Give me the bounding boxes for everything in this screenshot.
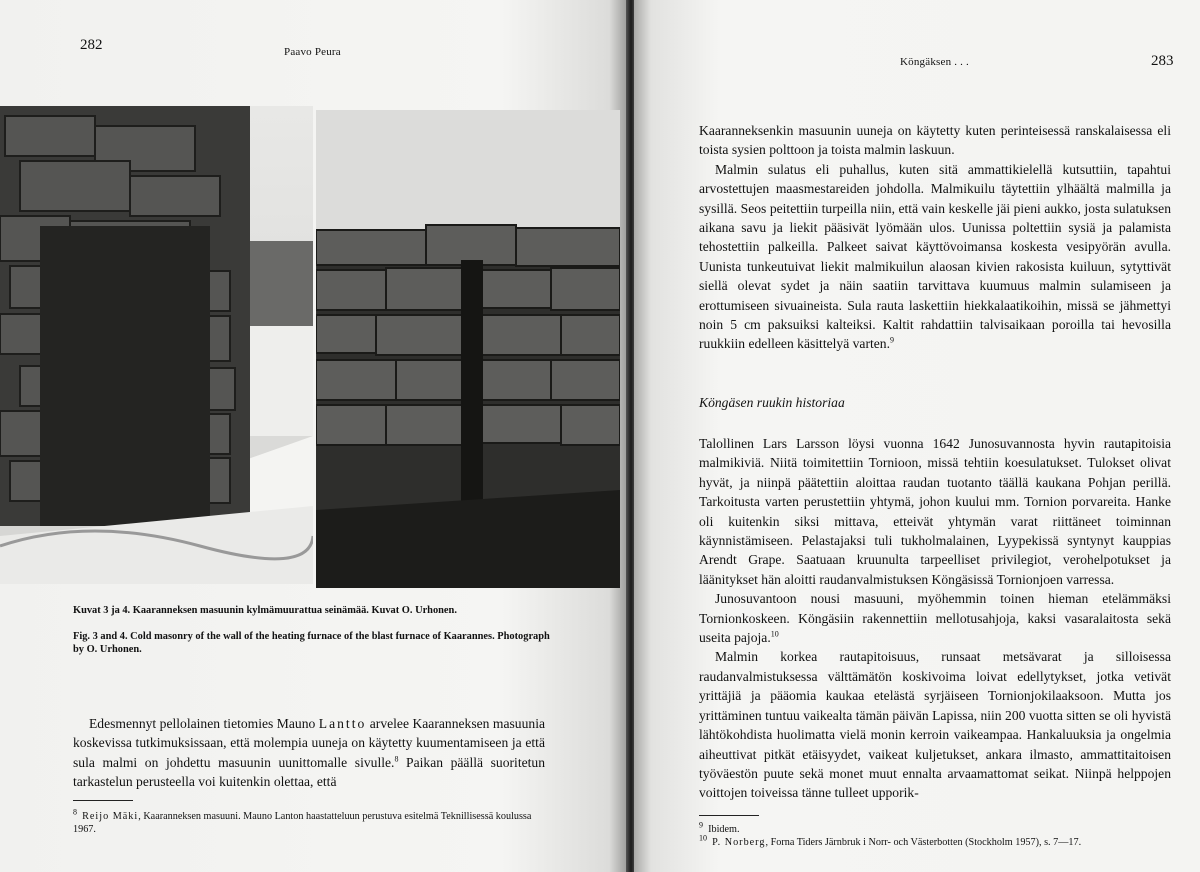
left-body-text bbox=[73, 714, 545, 792]
caption-finnish: Kuvat 3 ja 4. Kaaranneksen masuunin kylmämuurattua seinämää. Kuvat O. Urhonen. bbox=[73, 605, 457, 616]
footnote-rule-right bbox=[699, 815, 759, 816]
footnote-rule bbox=[73, 800, 133, 801]
paragraph-3: Talollinen Lars Larsson löysi vuonna 1642 Junosuvannosta hyvin rautapitoisia malmikiviä. Niitä toimitettiin Tornioon, missä tehtiin koesulatukset. Tulokset olivat hyvät, ja niinpä päätettiin aloittaa raudan tuotanto täällä kaukana Pohjan perillä. Tarkoitusta varten perustettiin yhtymä, johon kuului mm. Tornion porvareita. Hanke oli kuitenkin siksi mittava, etteivät yhtymän varat riittäneet toiminnan käynnistämiseen. Pelastajaksi tuli tukholmalainen, Lyypekissä syntynyt kauppias Arendt Grape. Saatuaan kruunulta tarpeelliset privilegiot, verohelpotukset ja läänitykset hän aloitti raudanvalmistuksen Köngäsissä Tornionjoen varressa. bbox=[699, 436, 1171, 587]
body-text-continued: arvelee Kaaranneksen masuunia koskevissa tutkimuksissaan, että molempia uuneja on käytetty kuumentamiseen ja että sula malmi on johdettu masuunin uunittomalle sivulle. bbox=[73, 716, 546, 770]
paragraph-4: Junosuvantoon nousi masuuni, myöhemmin toinen hieman etelämmäksi Tornionkoskeen. Köngäsiin rakennettiin mellotusahjoja, kaksi vasaralaitosta sekä useita pajoja. bbox=[699, 591, 1171, 646]
footnote-ref-9: 9 bbox=[890, 335, 894, 345]
right-page-number: 283 bbox=[1151, 53, 1174, 69]
footnote-ref-8: 8 bbox=[394, 754, 399, 764]
footnote-ref-10: 10 bbox=[770, 629, 779, 639]
right-page bbox=[634, 0, 1200, 872]
footnote-text: , Kaaranneksen masuuni. Mauno Lanton haastatteluun perustuva esitelmä Teknillisessä koulussa 1967. bbox=[73, 811, 532, 835]
footnote-10-author: P. Norberg bbox=[712, 837, 766, 848]
name-lantto: Lantto bbox=[318, 716, 367, 731]
right-body-top bbox=[699, 121, 1171, 354]
footnote-10-text: , Forna Tiders Järnbruk i Norr- och Västerbotten (Stockholm 1957), s. 7—17. bbox=[765, 837, 1082, 848]
footnote-mark-10: 10 bbox=[699, 833, 707, 843]
photo-figure-3 bbox=[0, 106, 313, 584]
footnote-author: Reijo Mäki bbox=[82, 811, 139, 822]
paragraph-5: Malmin korkea rautapitoisuus, runsaat metsävarat ja silloisessa raudanvalmistuksessa välttämätön koskivoima loivat edellytykset, jotka vetivät yrittäjiä ja pääomia kaukaa etelästä syrjäiseen Tornionjokilaaksoon. Mutta jos yrittäminen tuntuu vaikealta tämän päivän Lapissa, niin 200 vuotta sitten se oli hyvistä lähtökohdista huolimatta vielä monin kerroin vaikeampaa. Hankaluuksia ja ongelmia aiheuttivat pitkät etäisyydet, vaikeat kuljetukset, ankara ilmasto, ammattitaitoisen työväestön puute sekä monet muut ennalta arvaamattomat seikat. Niinpä helppojen voittojen toiveissa tänne tulleet upporik- bbox=[699, 649, 1171, 801]
footnote-9 bbox=[699, 820, 1171, 836]
photo-figure-4 bbox=[316, 110, 620, 588]
caption-english: Fig. 3 and 4. Cold masonry of the wall of the heating furnace of the blast furnace of Kaarannes. Photograph by O. Urhonen. bbox=[73, 631, 550, 655]
footnote-8 bbox=[73, 807, 545, 836]
right-running-head: Köngäksen . . . bbox=[900, 56, 969, 68]
left-page-number: 282 bbox=[80, 37, 103, 53]
footnote-mark-9: 9 bbox=[699, 820, 703, 830]
footnote-10 bbox=[699, 833, 1171, 849]
body-text-tail: Paikan päällä suoritetun tarkastelun perusteella voi kuitenkin olettaa, että bbox=[73, 754, 545, 790]
paragraph-1: Kaaranneksenkin masuunin uuneja on käytetty kuten perinteisessä ranskalaisessa eli toista sysien polttoon ja toista malmin laskuun. bbox=[699, 123, 1171, 158]
left-running-head: Paavo Peura bbox=[284, 46, 341, 58]
section-heading: Köngäsen ruukin historiaa bbox=[699, 395, 845, 410]
footnote-9-text: Ibidem. bbox=[708, 824, 740, 835]
footnote-mark: 8 bbox=[73, 807, 77, 817]
right-body-bottom bbox=[699, 434, 1171, 803]
paragraph-2: Malmin sulatus eli puhallus, kuten sitä ammattikielellä kutsuttiin, tapahtui arvostettujen maasmestareiden johdolla. Malmikuilu täytettiin ylhäältä malmilla ja sysillä. Seos peitettiin turpeilla niin, että vain keskelle jäi pieni aukko, josta sulatuksen aikana savu ja liekit pääsivät lyömään ulos. Uunissa poltettiin sysiä ja palamista tehostettiin palkeilla. Palkeet saivat käyttövoimansa koskesta vesipyörän avulla. Uunista tunkeutuivat liekit malmikuilun alaosan kivien rakosista kuiluun, sytyttivät siellä olevat sydet ja näin saatiin tarvittava kuumuus malmin sulamiseen ja erottumiseen sivuaineista. Sula rauta laskettiin hiekkalaatikoihin, missä se jähmettyi noin 5 cm paksuiksi kalteiksi. Kaltit rahdattiin talvisaikaan poroilla tai hevosilla ruukkiin edelleen käsittelyä varten. bbox=[699, 161, 1171, 352]
body-text-start: Edesmennyt pellolainen tietomies Mauno bbox=[89, 716, 316, 731]
